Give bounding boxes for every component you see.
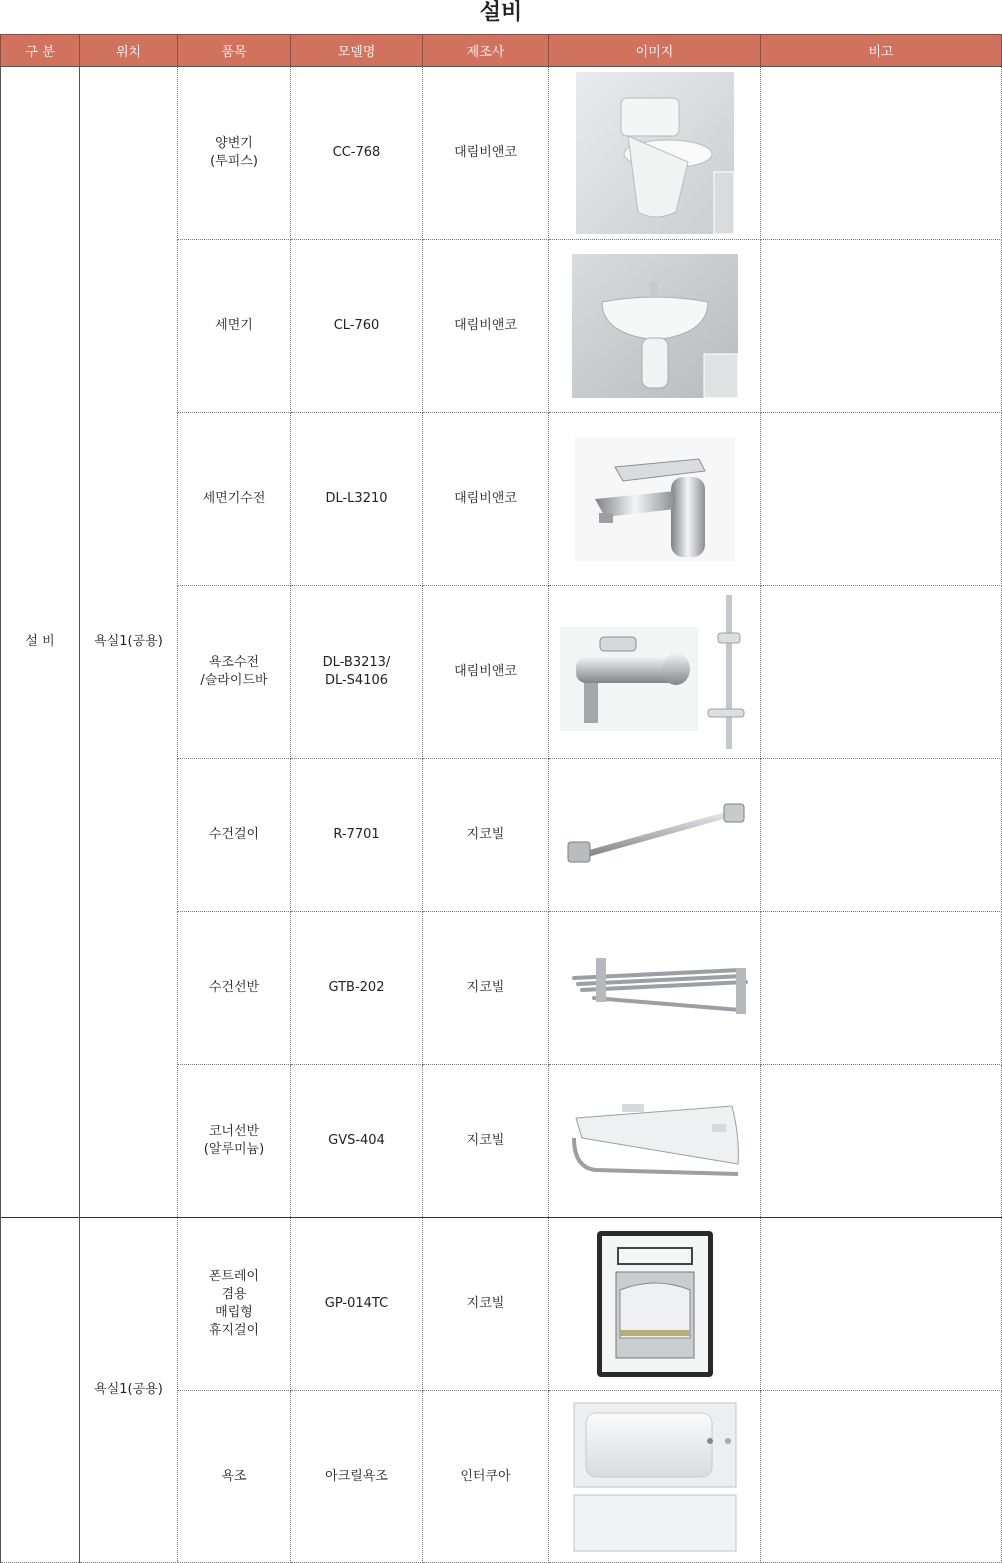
corner-shelf-image (562, 1098, 748, 1184)
header-item: 품목 (178, 35, 291, 67)
equipment-table (0, 34, 1002, 1563)
model-cell: R-7701 (291, 759, 423, 912)
category-cell (1, 1218, 80, 1563)
model-cell: GP-014TC (291, 1218, 423, 1391)
towel-shelf-image (560, 952, 750, 1024)
remark-cell (761, 1065, 1002, 1218)
bathtub-image (572, 1401, 738, 1553)
image-cell (549, 912, 761, 1065)
model-cell: CL-760 (291, 240, 423, 413)
image-cell (549, 67, 761, 240)
remark-cell (761, 1391, 1002, 1563)
table-row (1, 67, 1002, 240)
model-cell: DL-L3210 (291, 413, 423, 586)
item-cell: 욕조수전 /슬라이드바 (178, 586, 291, 759)
remark-cell (761, 240, 1002, 413)
header-remark: 비고 (761, 35, 1002, 67)
remark-cell (761, 1218, 1002, 1391)
remark-cell (761, 67, 1002, 240)
item-cell: 코너선반 (알루미늄) (178, 1065, 291, 1218)
remark-cell (761, 912, 1002, 1065)
location-cell: 욕실1(공용) (80, 67, 178, 1218)
image-cell (549, 240, 761, 413)
washbasin-image (572, 254, 738, 398)
item-cell: 수건선반 (178, 912, 291, 1065)
model-cell: CC-768 (291, 67, 423, 240)
image-cell (549, 759, 761, 912)
model-cell: 아크릴욕조 (291, 1391, 423, 1563)
item-cell: 욕조 (178, 1391, 291, 1563)
bath-faucet-slidebar-image (560, 591, 750, 753)
image-cell (549, 1065, 761, 1218)
table-row (1, 1218, 1002, 1391)
image-cell (549, 413, 761, 586)
model-cell: DL-B3213/ DL-S4106 (291, 586, 423, 759)
maker-cell: 지코빌 (423, 759, 549, 912)
item-cell: 폰트레이 겸용 매립형 휴지걸이 (178, 1218, 291, 1391)
item-cell: 양변기 (투피스) (178, 67, 291, 240)
basin-faucet-image (575, 437, 735, 561)
item-cell: 수건걸이 (178, 759, 291, 912)
location-cell: 욕실1(공용) (80, 1218, 178, 1563)
image-cell (549, 1218, 761, 1391)
towel-bar-image (560, 800, 750, 870)
header-category: 구 분 (1, 35, 80, 67)
toilet-image (576, 72, 734, 234)
image-cell (549, 586, 761, 759)
remark-cell (761, 586, 1002, 759)
category-cell: 설 비 (1, 67, 80, 1218)
header-model: 모델명 (291, 35, 423, 67)
maker-cell: 지코빌 (423, 1218, 549, 1391)
maker-cell: 대림비앤코 (423, 240, 549, 413)
maker-cell: 대림비앤코 (423, 413, 549, 586)
maker-cell: 지코빌 (423, 912, 549, 1065)
item-cell: 세면기 (178, 240, 291, 413)
paper-holder-image (596, 1230, 714, 1378)
model-cell: GTB-202 (291, 912, 423, 1065)
image-cell (549, 1391, 761, 1563)
remark-cell (761, 413, 1002, 586)
header-image: 이미지 (549, 35, 761, 67)
header-location: 위치 (80, 35, 178, 67)
maker-cell: 지코빌 (423, 1065, 549, 1218)
model-cell: GVS-404 (291, 1065, 423, 1218)
header-row (1, 35, 1002, 67)
page-title: 설비 (479, 0, 523, 25)
maker-cell: 대림비앤코 (423, 67, 549, 240)
header-maker: 제조사 (423, 35, 549, 67)
item-cell: 세면기수전 (178, 413, 291, 586)
maker-cell: 인터쿠아 (423, 1391, 549, 1563)
remark-cell (761, 759, 1002, 912)
maker-cell: 대림비앤코 (423, 586, 549, 759)
